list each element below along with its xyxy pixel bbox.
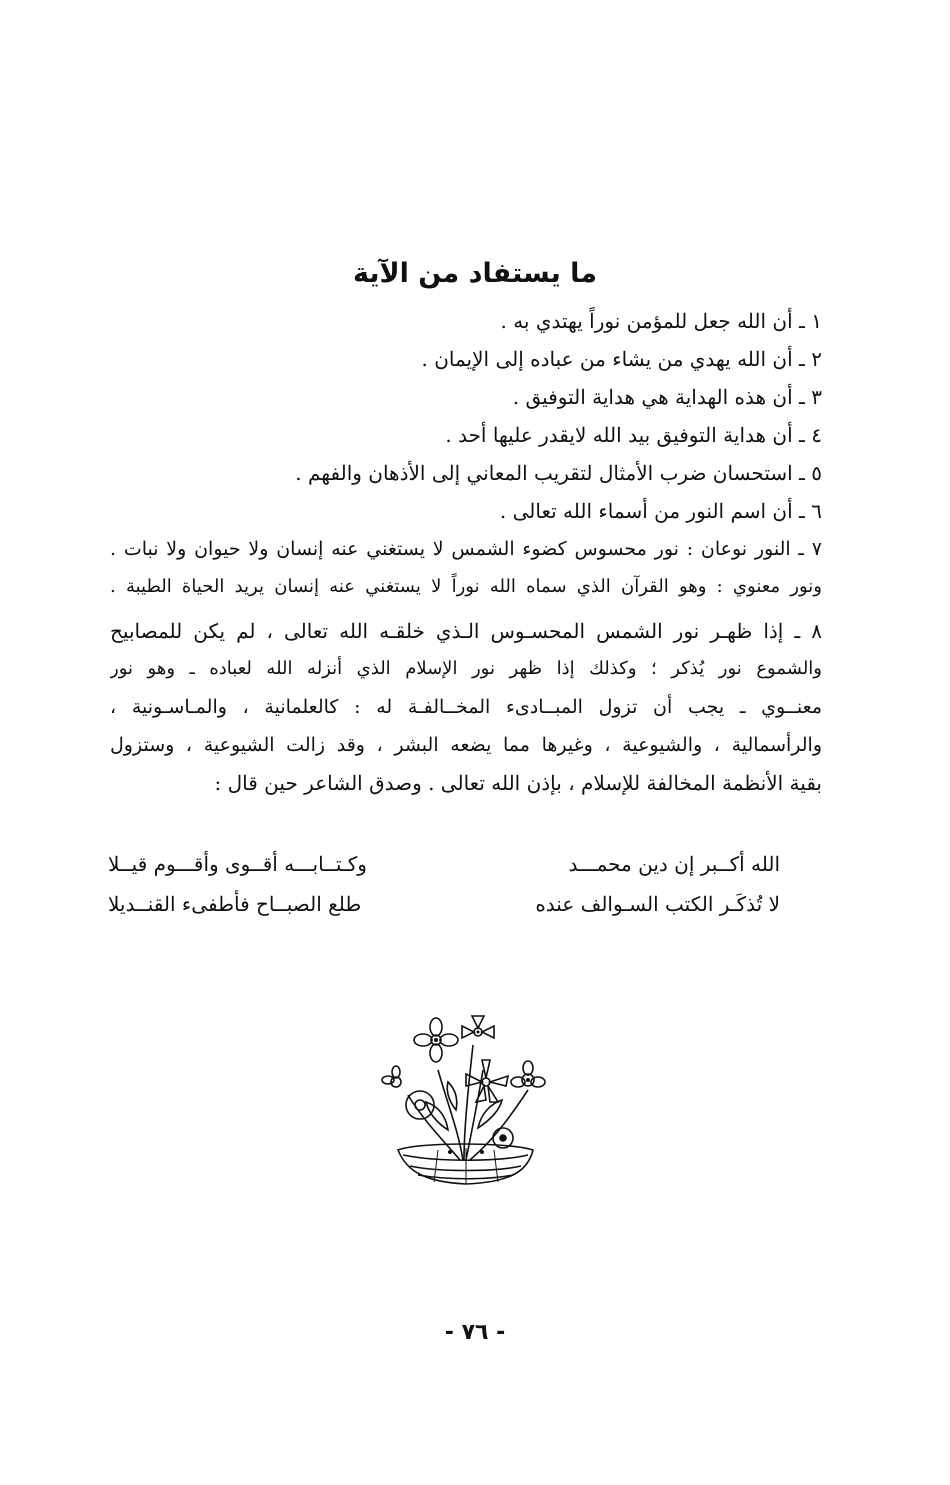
poem-verse-2-second-hemistich: طلع الصبــاح فأطفىء القنــديلا bbox=[108, 892, 362, 916]
list-item-1: ١ ـ أن الله جعل للمؤمن نوراً يهتدي به . bbox=[500, 309, 822, 333]
list-item-2: ٢ ـ أن الله يهدي من يشاء من عباده إلى الإيمان . bbox=[421, 347, 822, 371]
list-item-7-line-2: ونور معنوي : وهو القرآن الذي سماه الله نوراً لا يستغني عنه إنسان يريد الحياة الطيبة . bbox=[110, 576, 822, 597]
list-item-6: ٦ ـ أن اسم النور من أسماء الله تعالى . bbox=[499, 499, 822, 523]
list-item-3: ٣ ـ أن هذه الهداية هي هداية التوفيق . bbox=[512, 385, 822, 409]
poem-verse-1-first-hemistich: الله أكــبر إن دين محمـــد bbox=[568, 852, 780, 876]
poem-verse-2 bbox=[108, 892, 780, 916]
list-item-8-line-1: ٨ ـ إذا ظهـر نور الشمس المحسـوس الـذي خلقـه الله تعالى ، لم يكن للمصابيح bbox=[110, 619, 822, 643]
list-item-7-line-1: ٧ ـ النور نوعان : نور محسوس كضوء الشمس لا يستغني عنه إنسان ولا حيوان ولا نبات . bbox=[110, 538, 822, 560]
section-heading: ما يستفاد من الآية bbox=[352, 258, 597, 289]
list-item-8-line-3: معنــوي ـ يجب أن تزول المبــادىء المخــالفـة له : كالعلمانية ، والمـاسـونية ، bbox=[110, 696, 822, 718]
poem-verse-1-second-hemistich: وكـتــابـــه أقــوى وأقـــوم قيــلا bbox=[108, 852, 367, 876]
list-item-8-line-2: والشموع نور يُذكر ؛ وكذلك إذا ظهر نور الإسلام الذي أنزله الله لعباده ـ وهو نور bbox=[110, 658, 822, 679]
poem-verse-1 bbox=[108, 852, 780, 876]
benefits-list bbox=[110, 302, 822, 802]
page-number: - ٧٦ - bbox=[444, 1320, 506, 1345]
list-item-5: ٥ ـ استحسان ضرب الأمثال لتقريب المعاني إلى الأذهان والفهم . bbox=[295, 461, 822, 485]
poem-verse-2-first-hemistich: لا تُذكَـر الكتب السـوالف عنده bbox=[535, 892, 780, 916]
list-item-8-line-5: بقية الأنظمة المخالفة للإسلام ، بإذن الله تعالى . وصدق الشاعر حين قال : bbox=[214, 771, 822, 795]
list-item-4: ٤ ـ أن هداية التوفيق بيد الله لايقدر عليها أحد . bbox=[445, 423, 822, 447]
list-item-8-line-4: والرأسمالية ، والشيوعية ، وغيرها مما يضعه البشر ، وقد زالت الشيوعية ، وستزول bbox=[110, 734, 822, 756]
flower-basket-ornament bbox=[378, 1010, 548, 1190]
